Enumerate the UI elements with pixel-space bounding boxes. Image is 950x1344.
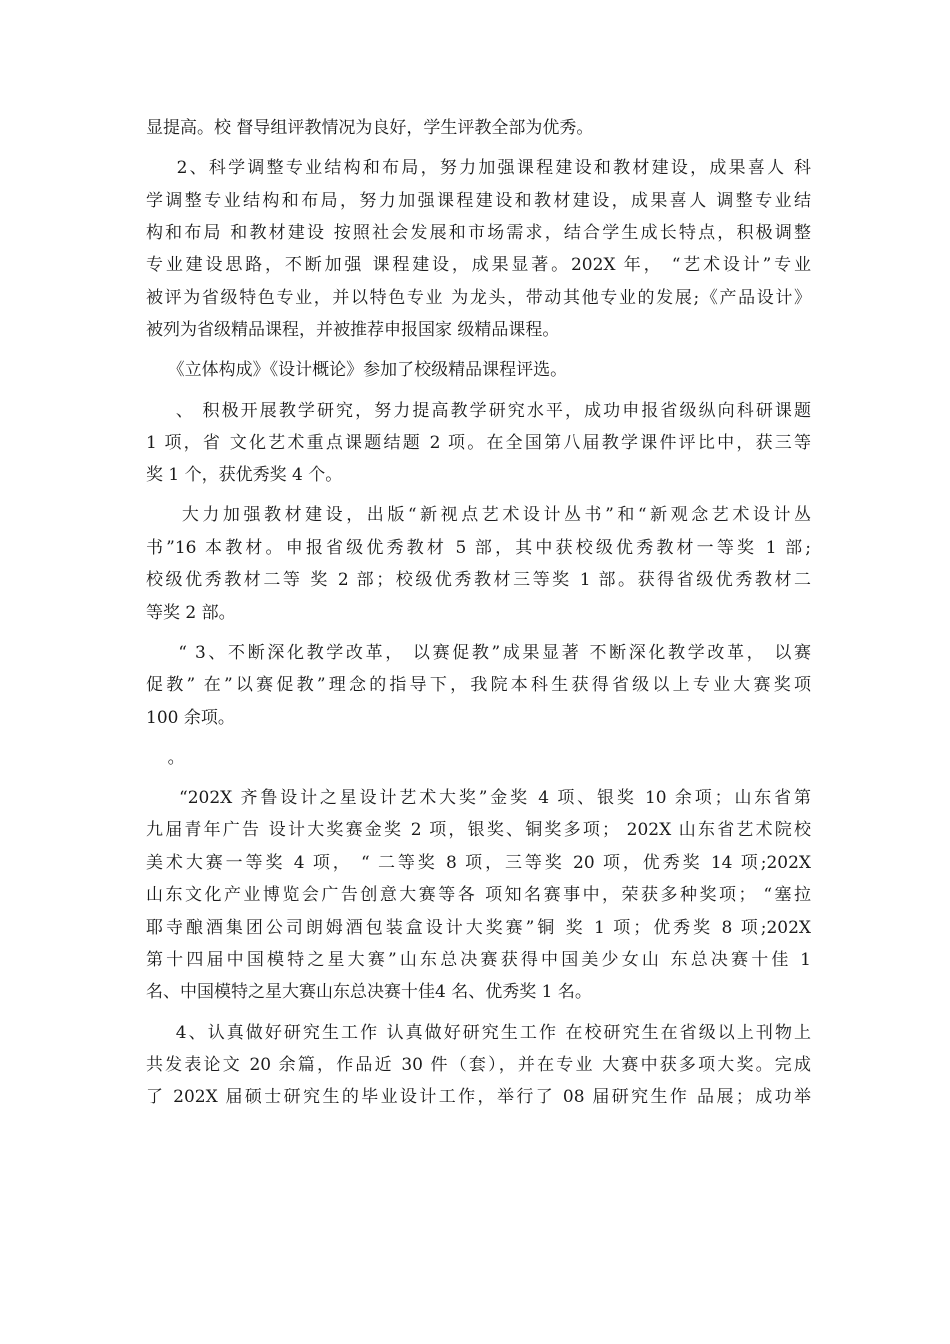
- text-line: 1 项，省 文化艺术重点课题结题 2 项。在全国第八届教学课件评比中，获三等: [146, 432, 811, 453]
- text-line: 专业建设思路，不断加强 课程建设，成果显著。202X 年， “艺术设计”专业: [146, 255, 811, 276]
- text-line: 4、认真做好研究生工作 认真做好研究生工作 在校研究生在省级以上刊物上: [146, 1022, 811, 1043]
- text-line: 共发表论文 20 余篇，作品近 30 件（套），并在专业 大赛中获多项大奖。完成: [146, 1054, 811, 1075]
- text-line: 、 积极开展教学研究，努力提高教学研究水平，成功申报省级纵向科研课题: [146, 400, 811, 421]
- text-line: 山东文化产业博览会广告创意大赛等各 项知名赛事中，荣获多种奖项； “塞拉: [146, 885, 811, 906]
- text-line: 书”16 本教材。申报省级优秀教材 5 部，其中获校级优秀教材一等奖 1 部;: [146, 537, 811, 558]
- text-line: “202X 齐鲁设计之星设计艺术大奖”金奖 4 项、银奖 10 余项；山东省第: [146, 788, 811, 808]
- text-line: 大力加强教材建设，出版“新视点艺术设计丛书”和“新观念艺术设计丛: [146, 505, 811, 526]
- text-line: 100 余项。: [146, 707, 235, 728]
- text-line: 九届青年广告 设计大奖赛金奖 2 项，银奖、铜奖多项； 202X 山东省艺术院校: [146, 820, 811, 841]
- text-line: “ 3、不断深化教学改革， 以赛促教”成果显著 不断深化教学改革， 以赛: [146, 642, 811, 663]
- text-line: 。: [146, 747, 185, 768]
- text-line: 等奖 2 部。: [146, 602, 236, 623]
- text-line: 学调整专业结构和布局，努力加强课程建设和教材建设，成果喜人 调整专业结: [146, 190, 811, 211]
- text-line: 耶寺酿酒集团公司朗姆酒包装盒设计大奖赛”铜 奖 1 项；优秀奖 8 项;202X: [146, 917, 811, 938]
- text-line: 促教” 在”以赛促教”理念的指导下，我院本科生获得省级以上专业大赛奖项: [146, 675, 811, 696]
- text-line: 被评为省级特色专业，并以特色专业 为龙头，带动其他专业的发展;《产品设计》: [146, 287, 811, 308]
- text-line: 奖 1 个，获优秀奖 4 个。: [146, 465, 343, 486]
- text-line: 了 202X 届硕士研究生的毕业设计工作，举行了 08 届研究生作 品展；成功举: [146, 1087, 811, 1108]
- text-line: 第十四届中国模特之星大赛”山东总决赛获得中国美少女山 东总决赛十佳 1: [146, 949, 811, 970]
- text-line: 美术大赛一等奖 4 项， “ 二等奖 8 项，三等奖 20 项，优秀奖 14 项;202X: [146, 852, 811, 873]
- text-line: 校级优秀教材二等 奖 2 部；校级优秀教材三等奖 1 部。获得省级优秀教材二: [146, 570, 811, 591]
- text-line: 名、中国模特之星大赛山东总决赛十佳4 名、优秀奖 1 名。: [146, 982, 592, 1003]
- text-line: 《立体构成》《设计概论》参加了校级精品课程评选。: [146, 360, 568, 381]
- text-line: 2、科学调整专业结构和布局，努力加强课程建设和教材建设，成果喜人 科: [146, 158, 811, 179]
- text-line: 显提高。校 督导组评教情况为良好，学生评教全部为优秀。: [146, 118, 594, 138]
- text-line: 被列为省级精品课程，并被推荐申报国家 级精品课程。: [146, 320, 560, 341]
- text-line: 构和布局 和教材建设 按照社会发展和市场需求，结合学生成长特点，积极调整: [146, 222, 811, 243]
- document-body: [146, 112, 811, 1114]
